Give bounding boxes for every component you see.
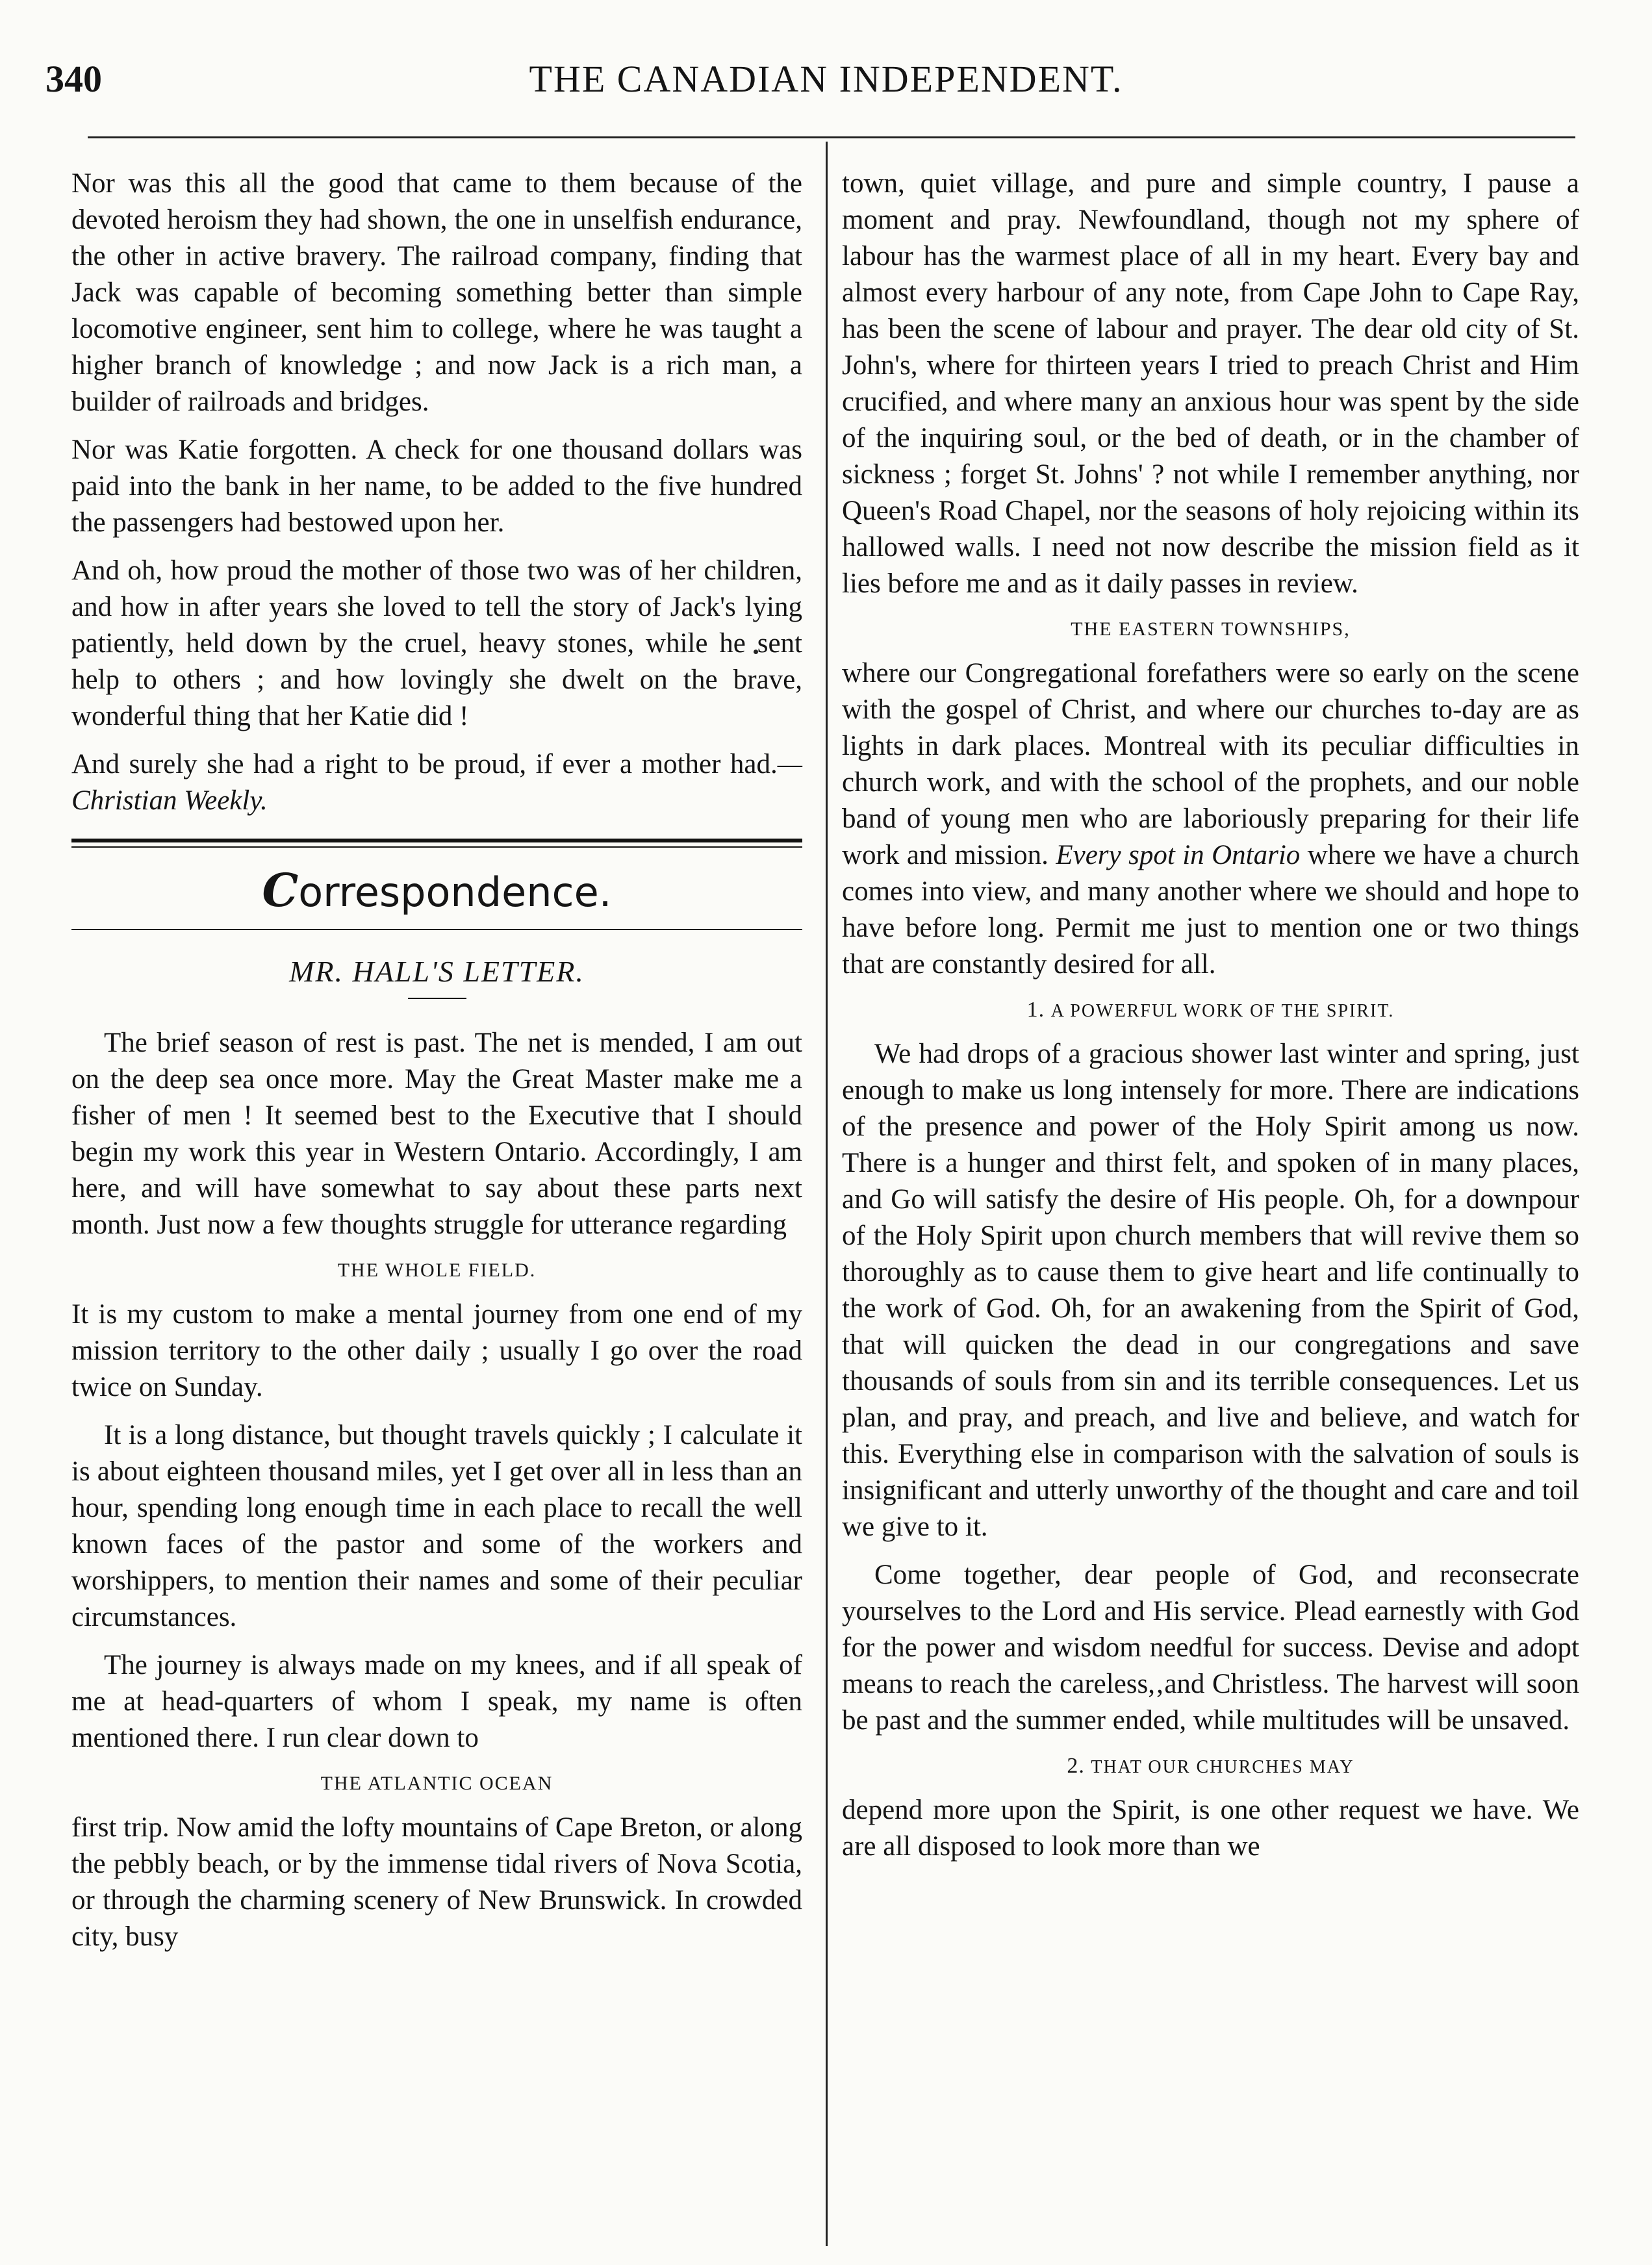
paragraph: Nor was Katie forgotten. A check for one thousand dollars was paid into the bank in her name, to be added to the five hundred the passengers had bestowed upon her.	[71, 435, 802, 538]
numbered-heading: 2. THAT OUR CHURCHES MAY	[1067, 1754, 1354, 1778]
letter-title: MR. HALL'S LETTER.	[289, 955, 585, 988]
subheading: THE WHOLE FIELD.	[337, 1259, 537, 1281]
paragraph: first trip. Now amid the lofty mountains of Cape Breton, or along the pebbly beach, or by the immense tidal rivers of Nova Scotia, or through the charming scenery of New Brunswick. In crowded city, busy	[71, 1812, 802, 1952]
paragraph: We had drops of a gracious shower last winter and spring, just enough to make us long intensely for more. There are indications of the presence and power of the Holy Spirit among us now. There is a hunger and thirst felt, and spoken of in many places, and Go will satisfy the desire of His people. Oh, for a downpour of the Holy Spirit upon church members that will revive them so thoroughly as to cause them to give heart and life continually to the work of God. Oh, for an awakening from the Spirit of God, that will quicken the dead in our congregations and save thousands of souls from sin and its terrible consequences. Let us plan, and pray, and preach, and live and believe, and watch for this. Everything else in comparison with the salvation of souls is insignificant and utterly unworthy of the thought and care and toil we give to it.	[842, 1039, 1579, 1542]
page-number: 340	[45, 58, 102, 100]
numbered-heading: 1. A POWERFUL WORK OF THE SPIRIT.	[1026, 998, 1395, 1022]
paragraph: And oh, how proud the mother of those two was of her children, and how in after years she loved to tell the story of Jack's lying patiently, held down by the cruel, heavy stones, while he sent help to others ; and how lovingly she dwelt on the brave, wonderful thing that her Katie did !	[71, 555, 802, 731]
paragraph: depend more upon the Spirit, is one other request we have. We are all disposed to look more than we	[842, 1795, 1579, 1862]
paragraph: Nor was this all the good that came to them because of the devoted heroism they had shown, the one in unselfish endurance, the other in active bravery. The railroad company, finding that Jack was capable of becoming something better than simple locomotive engineer, sent him to college, where he was taught a higher branch of knowledge ; and now Jack is a rich man, a builder of railroads and bridges.	[71, 168, 802, 417]
running-title: THE CANADIAN INDEPENDENT.	[529, 58, 1123, 100]
paragraph: It is a long distance, but thought travels quickly ; I calculate it is about eighteen thousand miles, yet I get over all in less than an hour, spending long enough time in each place to recall the well known faces of the pastor and some of the workers and worshippers, to mention their names and some of their peculiar circumstances.	[71, 1420, 802, 1632]
source-citation: —Christian Weekly.	[71, 749, 802, 816]
section-underline	[71, 929, 802, 930]
title-rule	[408, 998, 466, 999]
paragraph: town, quiet village, and pure and simple country, I pause a moment and pray. Newfoundland, though not my sphere of labour has the warmest place of all in my heart. Every bay and almost every harbour of any note, from Cape John to Cape Ray, has been the scene of labour and prayer. The dear old city of St. John's, where for thirteen years I tried to preach Christ and Him crucified, and where many an anxious hour was spent by the side of the inquiring soul, or the bed of death, or in the chamber of sickness ; forget St. Johns' ? not while I remember anything, nor Queen's Road Chapel, nor the seasons of holy rejoicing within its hallowed walls. I need not now describe the mission field as it lies before me and as it daily passes in review.	[842, 168, 1579, 599]
left-column	[71, 166, 802, 1967]
section-rule	[71, 839, 802, 848]
paragraph-with-source	[71, 746, 802, 819]
paragraph: It is my custom to make a mental journey from one end of my mission territory to the other daily ; usually I go over the road twice on Sunday.	[71, 1299, 802, 1402]
right-column	[842, 166, 1579, 1877]
section-title-text: orrespondence.	[298, 868, 612, 916]
subheading: THE ATLANTIC OCEAN	[320, 1773, 553, 1794]
paragraph: Come together, dear people of God, and reconsecrate yourselves to the Lord and His service. Plead earnestly with God for the power and wisdom needful for success. Devise and adopt means to reach the careless,‚and Christless. The harvest will soon be past and the summer ended, while multitudes will be unsaved.	[842, 1560, 1579, 1736]
header-rule	[88, 136, 1575, 138]
emphasis: Every spot in Ontario	[1056, 840, 1301, 870]
paragraph: where our Congregational forefathers were so early on the scene with the gospel of Christ, and where our churches to-day are as lights in dark places. Montreal with its peculiar difficulties in church work, and with the school of the prophets, and our noble band of young men who are laboriously preparing for their life work and mission. Every spot in Ontario where we have a church comes into view, and many another where we should and hope to have before long. Permit me just to mention one or two things that are constantly desired for all.	[842, 658, 1579, 980]
column-divider	[826, 142, 828, 2246]
section-title	[71, 863, 802, 917]
paragraph: The journey is always made on my knees, and if all speak of me at head-quarters of whom I speak, my name is often mentioned there. I run clear down to	[71, 1650, 802, 1753]
paragraph-text: And surely she had a right to be proud, if ever a mother had.	[71, 749, 778, 779]
paragraph: The brief season of rest is past. The net is mended, I am out on the deep sea once more. May the Great Master make me a fisher of men ! It seemed best to the Executive that I should begin my work this year in Western Ontario. Accordingly, I am here, and will have somewhat to say about these parts next month. Just now a few thoughts struggle for utterance regarding	[71, 1028, 802, 1240]
decorative-initial: C	[262, 863, 299, 917]
page-header	[0, 57, 1652, 116]
subheading: THE EASTERN TOWNSHIPS,	[1071, 618, 1351, 640]
